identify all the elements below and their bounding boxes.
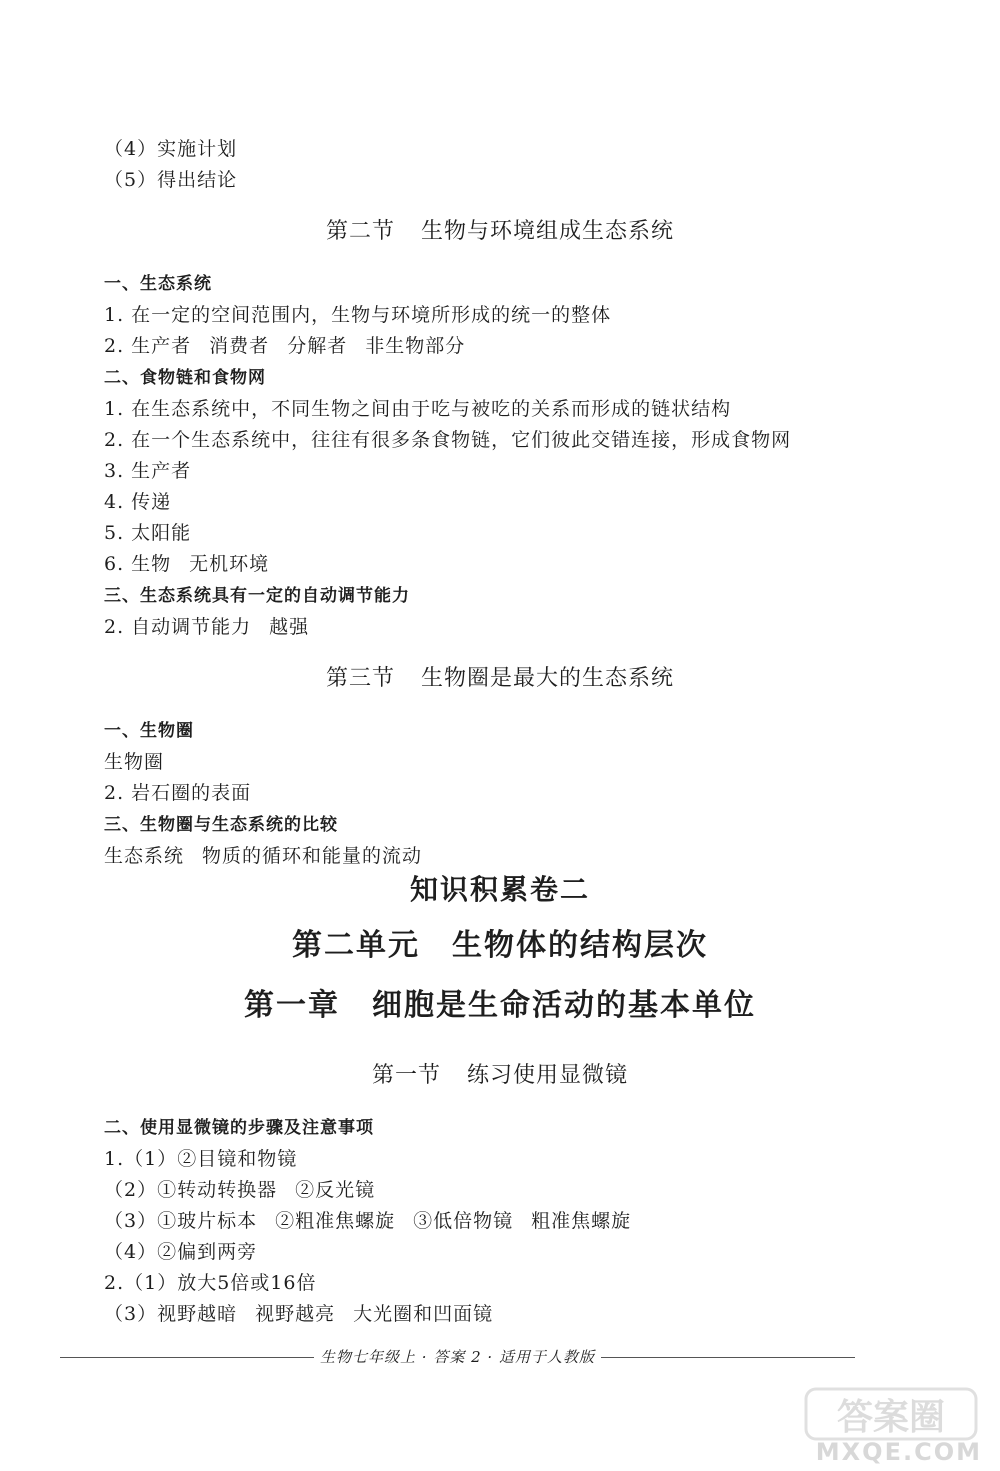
section-number: 第二节 [325,219,395,244]
list-item [104,843,422,869]
volume-title: 知识积累卷二 [409,873,590,906]
list-item: （4）②偏到两旁 [104,1241,258,1263]
list-item: 1.（1）②目镜和物镜 [104,1148,298,1170]
answer-part: 越强 [269,616,310,638]
list-item [104,1177,375,1203]
answer-part: 非生物部分 [365,335,466,357]
answer-part: ②粗准焦螺旋 [275,1210,396,1232]
list-item [104,1301,493,1327]
subheading: 二、食物链和食物网 [104,368,266,388]
answer-part: 2. 生产者 [104,335,192,357]
unit-number: 第二单元 [292,928,420,963]
subheading: 三、生态系统具有一定的自动调节能力 [104,586,410,606]
list-item: （5）得出结论 [104,169,238,191]
list-item: 2.（1）放大5倍或16倍 [104,1272,317,1294]
subheading: 三、生物圈与生态系统的比较 [104,815,338,835]
list-item: 3. 生产者 [104,460,192,482]
list-item [104,551,269,577]
answer-part: 2. 自动调节能力 [104,616,252,638]
list-item [104,614,309,640]
list-item: 1. 在一定的空间范围内，生物与环境所形成的统一的整体 [104,304,612,326]
chapter-number: 第一章 [244,988,340,1023]
subheading: 一、生物圈 [104,721,194,741]
answer-part: 消费者 [209,335,270,357]
list-item: 4. 传递 [104,491,172,513]
section-title [0,217,1000,247]
answer-part: 粗准焦螺旋 [531,1210,632,1232]
section-number: 第三节 [325,666,395,691]
subheading: 二、使用显微镜的步骤及注意事项 [104,1118,374,1138]
list-item [104,333,465,359]
answer-part: （2）①转动转换器 [104,1179,278,1201]
chapter-title [0,985,1000,1027]
answer-part: （3）①玻片标本 [104,1210,258,1232]
section-title [0,1061,1000,1091]
answer-part: 分解者 [287,335,348,357]
answer-part: ③低倍物镜 [413,1210,514,1232]
answer-part: 大光圈和凹面镜 [353,1303,494,1325]
answer-part: ②反光镜 [295,1179,376,1201]
chapter-name: 细胞是生命活动的基本单位 [372,988,756,1023]
answer-part: 物质的循环和能量的流动 [202,845,423,867]
list-item: （4）实施计划 [104,138,238,160]
list-item: 生物圈 [104,751,165,773]
unit-title [0,925,1000,967]
section-number: 第一节 [371,1063,441,1088]
page-footer [60,1344,855,1370]
list-item: 2. 在一个生态系统中，往往有很多条食物链，它们彼此交错连接，形成食物网 [104,429,792,451]
footer-text: 生物七年级上 · 答案 2 · 适用于人教版 [314,1348,601,1366]
section-title [0,664,1000,694]
answer-part: 视野越亮 [255,1303,336,1325]
section-name: 生物与环境组成生态系统 [421,219,675,244]
list-item: 2. 岩石圈的表面 [104,782,252,804]
answer-part: 6. 生物 [104,553,172,575]
answer-part: 生态系统 [104,845,185,867]
unit-name: 生物体的结构层次 [452,928,708,963]
answer-part: 无机环境 [189,553,270,575]
watermark-site: MXQE.COM [815,1438,982,1466]
list-item: 1. 在生态系统中，不同生物之间由于吃与被吃的关系而形成的链状结构 [104,398,732,420]
watermark-logo-text: 答案圈 [836,1397,946,1438]
section-name: 练习使用显微镜 [467,1063,629,1088]
answer-part: （3）视野越暗 [104,1303,238,1325]
section-name: 生物圈是最大的生态系统 [421,666,675,691]
subheading: 一、生态系统 [104,274,212,294]
list-item: 5. 太阳能 [104,522,192,544]
list-item [104,1208,631,1234]
